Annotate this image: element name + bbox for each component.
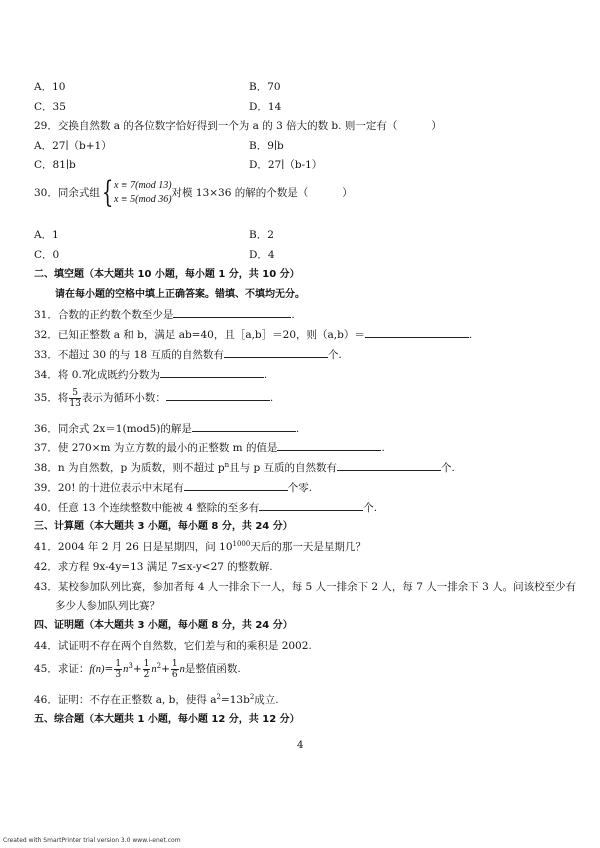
q45-term-3: n (179, 664, 185, 675)
q35: 35．将 $\frac{5}{13}$ 表示为循环小数： . (34, 387, 274, 409)
q38-exponent: n (224, 461, 230, 469)
q34: 34．将 0.7化成既约分数为 . (34, 369, 268, 381)
q33-unit: 个. (327, 349, 342, 361)
q29-option-d: D．27∣（b-1） (249, 159, 323, 171)
q36-text: 36．同余式 2x＝1(mod5)的解是 (34, 423, 192, 435)
q35-blank[interactable] (166, 390, 270, 401)
q34-text: 34．将 0.7 (34, 369, 89, 381)
q37-blank[interactable] (277, 440, 381, 451)
q44: 44．试证明不存在两个自然数，它们差与和的乘积是 2002. (34, 640, 312, 652)
q30-eq2: x ≡ 5(mod 36) (113, 194, 172, 205)
q31-text: 31．合数的正约数个数至少是 (34, 309, 174, 321)
q45-equals: = (104, 663, 114, 675)
q37-text: 37．使 270×m 为立方数的最小的正整数 m 的值是 (34, 442, 278, 454)
q46 (34, 693, 279, 707)
q30-option-b: B．2 (249, 229, 274, 241)
q40 (34, 500, 377, 515)
q45-fraction-3 (171, 659, 179, 680)
q36-blank[interactable] (192, 421, 296, 432)
page-number: 4 (297, 740, 304, 751)
q45-text-b: 是整值函数. (184, 663, 241, 675)
q28-option-d: D．14 (249, 101, 282, 113)
section-3-title: 三、计算题（本大题共 3 小题，每小题 8 分，共 24 分） (34, 521, 293, 532)
q46-text: 46．证明：不存在正整数 a, b，使得 a (34, 694, 217, 706)
q30-close: ） (342, 187, 353, 199)
q35-text: 35．将 (34, 392, 69, 404)
q30-option-c: C．0 (34, 249, 60, 261)
q45-plus-1: + (132, 663, 142, 675)
q35-text-b: 表示为循环小数： (81, 392, 166, 404)
q45-function: f(n) (89, 664, 105, 675)
q46-text-b: =13b (220, 694, 250, 706)
q36: 36．同余式 2x＝1(mod5)的解是 . (34, 423, 300, 435)
q45 (34, 656, 241, 683)
q41-exponent: 1000 (232, 540, 251, 548)
congruence-system (114, 179, 172, 207)
q46-text-c: 成立. (254, 694, 279, 706)
q39-unit: 个零. (287, 482, 313, 494)
q33-blank[interactable] (224, 347, 328, 358)
q38-text-b: 且与 p 互质的自然数有 (229, 462, 338, 474)
q31: 31．合数的正约数个数至少是 . (34, 309, 295, 321)
q29-stem (34, 119, 442, 133)
q41-text-b: 天后的那一天是星期几？ (250, 541, 366, 553)
q28-option-a: A．10 (34, 81, 66, 93)
q45-f3-num: 1 (171, 658, 178, 669)
q32-text: 32．已知正整数 a 和 b，满足 ab=40，且［a,b］＝20，则（a,b）＝ (34, 329, 365, 341)
q34-text-b: 化成既约分数为 (86, 369, 160, 381)
q45-fraction-2 (143, 659, 151, 680)
q29-text: 29．交换自然数 a 的各位数字恰好得到一个为 a 的 3 倍大的数 b. 则一定有（ (34, 120, 398, 132)
q29-option-b: B．9∣b (249, 140, 284, 152)
q45-term-1: n (123, 664, 129, 675)
q39 (34, 480, 312, 495)
q42: 42．求方程 9x-4y=13 满足 7≤x-y<27 的整数解. (34, 561, 273, 573)
q30-tail: 对模 13×36 的解的个数是（ (171, 187, 309, 199)
q38-unit: 个. (441, 462, 455, 474)
q30-stem: 30．同余式组{ x ≡ 7(mod 13) x ≡ 5(mod 36) 对模 13×36 的解的个数是（ ） (34, 175, 353, 210)
q30-number: 30．同余式组 (34, 187, 100, 199)
q40-text: 40．任意 13 个连续整数中能被 4 整除的至多有 (34, 502, 260, 514)
q40-blank[interactable] (259, 500, 363, 511)
q32-blank[interactable] (365, 327, 469, 338)
q45-exp-1: 3 (128, 662, 133, 670)
q35-numerator: 5 (69, 388, 80, 399)
q29-close: ） (431, 120, 442, 132)
q45-text: 45．求证： (34, 663, 90, 675)
q38-text: 38．n 为自然数，p 为质数，则不超过 p (34, 462, 225, 474)
q30-option-d: D．4 (249, 249, 275, 261)
section-2-title: 二、填空题（本大题共 10 小题，每小题 1 分，共 10 分） (34, 269, 300, 280)
q45-f3-den: 6 (171, 669, 178, 680)
section-2-instruction: 请在每小题的空格中填上正确答案。错填、不填均无分。 (55, 289, 305, 300)
q33 (34, 347, 342, 362)
q29-option-c: C．81∣b (34, 159, 76, 171)
footer-watermark: Created with SmartPrinter trial version 3.0 www.i-enet.com (3, 837, 181, 844)
q39-text: 39．20! 的十进位表示中末尾有 (34, 482, 184, 494)
q39-blank[interactable] (184, 480, 288, 491)
q33-text: 33．不超过 30 的与 18 互质的自然数有 (34, 349, 224, 361)
section-4-title: 四、证明题（本大题共 3 小题，每小题 8 分，共 24 分） (34, 620, 293, 631)
q34-blank[interactable] (160, 367, 264, 378)
q30-option-a: A．1 (34, 229, 59, 241)
q45-f1-num: 1 (115, 658, 122, 669)
q46-exp-2: 2 (249, 693, 255, 701)
q28-option-b: B．70 (249, 81, 281, 93)
q45-f2-num: 1 (143, 658, 150, 669)
q35-denominator: 13 (69, 398, 81, 409)
q31-blank[interactable] (173, 307, 291, 318)
q41-text: 41．2004 年 2 月 26 日是星期四，问 10 (34, 541, 233, 553)
q37: 37．使 270×m 为立方数的最小的正整数 m 的值是 . (34, 442, 385, 454)
q38-blank[interactable] (337, 460, 441, 471)
q35-fraction (69, 388, 80, 409)
q45-f1-den: 3 (115, 669, 122, 680)
q45-term-2: n (151, 664, 157, 675)
q43-line2: 多少人参加队列比赛？ (55, 600, 160, 612)
q38 (34, 460, 455, 475)
q43-line1: 43．某校参加队列比赛，参加者每 4 人一排余下一人，每 5 人一排余下 2 人，每 7 人一排余下 3 人。问该校至少有 (34, 581, 577, 593)
q46-exp-1: 2 (216, 693, 221, 701)
q40-unit: 个. (363, 502, 378, 514)
q29-option-a: A．27∣（b+1） (34, 140, 112, 152)
section-5-title: 五、综合题（本大题共 1 小题，每小题 12 分，共 12 分） (34, 714, 300, 725)
q45-plus-2: + (161, 663, 170, 675)
q45-fraction-1 (114, 659, 122, 680)
q45-exp-2: 2 (156, 662, 162, 670)
q45-f2-den: 2 (143, 669, 150, 680)
q41 (34, 540, 366, 554)
q32: 32．已知正整数 a 和 b，满足 ab=40，且［a,b］＝20，则（a,b）＝ . (34, 329, 473, 341)
q30-eq1: x ≡ 7(mod 13) (113, 180, 172, 191)
q28-option-c: C．35 (34, 101, 66, 113)
